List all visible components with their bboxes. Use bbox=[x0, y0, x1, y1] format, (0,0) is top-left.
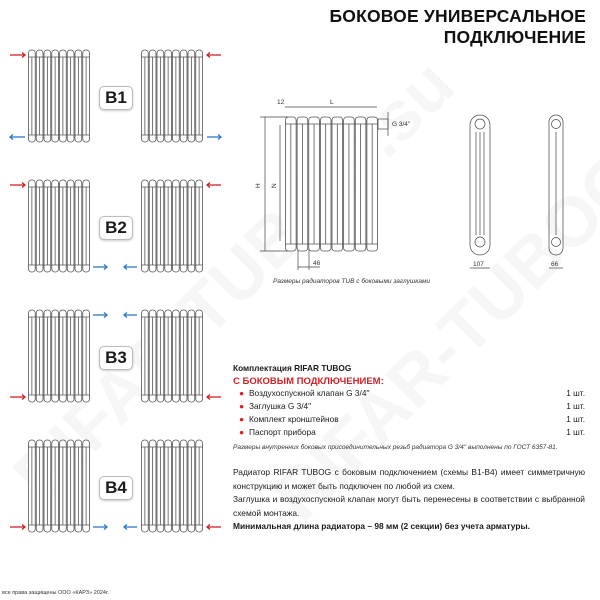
supply-arrow bbox=[10, 53, 25, 58]
radiator-icon bbox=[28, 310, 90, 402]
kit-item-name: Заглушка G 3/4'' bbox=[249, 401, 312, 411]
kit-section bbox=[233, 363, 585, 451]
description bbox=[233, 466, 585, 534]
kit-item bbox=[233, 387, 585, 400]
scheme-label-b4: B4 bbox=[99, 476, 133, 500]
radiator-icon bbox=[141, 310, 203, 402]
bullet-icon: ● bbox=[239, 401, 245, 411]
bullet-icon: ● bbox=[239, 388, 245, 398]
kit-item bbox=[233, 413, 585, 426]
dim-46-label: 46 bbox=[313, 260, 321, 267]
return-arrow bbox=[93, 265, 107, 270]
title-line-1: БОКОВОЕ УНИВЕРСАЛЬНОЕ bbox=[329, 6, 586, 26]
dim-H-label: H bbox=[255, 183, 262, 188]
return-arrow bbox=[207, 135, 221, 140]
kit-item-name: Комплект кронштейнов bbox=[249, 414, 339, 424]
dim-66-label: 66 bbox=[551, 261, 559, 268]
scheme-label-b2: B2 bbox=[99, 216, 133, 240]
thread-label: G 3/4'' bbox=[392, 121, 411, 128]
description-p1: Радиатор RIFAR TUBOG с боковым подключением (схемы B1-B4) имеет симметричную конструкцию и может быть подключен по любой из схем. bbox=[233, 467, 585, 491]
dim-12-label: 12 bbox=[277, 99, 285, 106]
kit-subheading: С БОКОВЫМ ПОДКЛЮЧЕНИЕМ: bbox=[233, 376, 384, 387]
side-plug bbox=[378, 119, 388, 129]
supply-arrow bbox=[207, 53, 221, 58]
description-p3: Минимальная длина радиатора – 98 мм (2 секции) без учета арматуры. bbox=[233, 521, 530, 531]
kit-item-qty: 1 шт. bbox=[566, 388, 585, 398]
copyright-footer: все права защищены ООО «КАРЗ» 2024г. bbox=[2, 590, 109, 596]
radiator-icon bbox=[28, 440, 90, 532]
return-arrow bbox=[124, 265, 137, 270]
return-arrow bbox=[93, 525, 107, 530]
bullet-icon: ● bbox=[239, 414, 245, 424]
drawing-caption: Размеры радиаторов TUB с боковыми заглушками bbox=[273, 278, 431, 285]
supply-arrow bbox=[10, 525, 25, 530]
return-arrow bbox=[124, 313, 137, 318]
dim-107-label: 107 bbox=[473, 261, 484, 268]
kit-heading: Комплектация RIFAR TUBOG bbox=[233, 363, 352, 373]
description-p2: Заглушка и воздухоспускной клапан могут быть перенесены в соответствии с выбранной схемой монтажа. bbox=[233, 494, 585, 518]
return-arrow bbox=[124, 525, 137, 530]
supply-arrow bbox=[10, 395, 25, 400]
kit-item-name: Воздухоспускной клапан G 3/4'' bbox=[249, 388, 370, 398]
bullet-icon: ● bbox=[239, 427, 245, 437]
supply-arrow bbox=[207, 183, 221, 188]
title-line-2: ПОДКЛЮЧЕНИЕ bbox=[443, 27, 586, 47]
supply-arrow bbox=[10, 183, 25, 188]
supply-arrow bbox=[207, 395, 221, 400]
return-arrow bbox=[93, 313, 107, 318]
scheme-label-b3: B3 bbox=[99, 346, 133, 370]
scheme-label-b1: B1 bbox=[99, 86, 133, 110]
supply-arrow bbox=[207, 525, 221, 530]
kit-item-qty: 1 шт. bbox=[566, 401, 585, 411]
dim-L-label: L bbox=[330, 99, 334, 106]
kit-item bbox=[233, 426, 585, 439]
dimension-drawing bbox=[240, 90, 600, 290]
radiator-icon bbox=[285, 117, 378, 251]
return-arrow bbox=[10, 135, 25, 140]
dim-N-label: N bbox=[271, 183, 278, 188]
kit-item-name: Паспорт прибора bbox=[249, 427, 316, 437]
kit-item bbox=[233, 400, 585, 413]
radiator-icon bbox=[141, 180, 203, 272]
radiator-icon bbox=[28, 50, 90, 142]
radiator-icon bbox=[141, 50, 203, 142]
kit-note: Размеры внутренних боковых присоединительных резьб радиатора G 3/4'' выполнены по ГОСТ 6357-81. bbox=[233, 444, 558, 451]
radiator-icon bbox=[28, 180, 90, 272]
radiator-icon bbox=[141, 440, 203, 532]
kit-item-qty: 1 шт. bbox=[566, 414, 585, 424]
kit-item-qty: 1 шт. bbox=[566, 427, 585, 437]
